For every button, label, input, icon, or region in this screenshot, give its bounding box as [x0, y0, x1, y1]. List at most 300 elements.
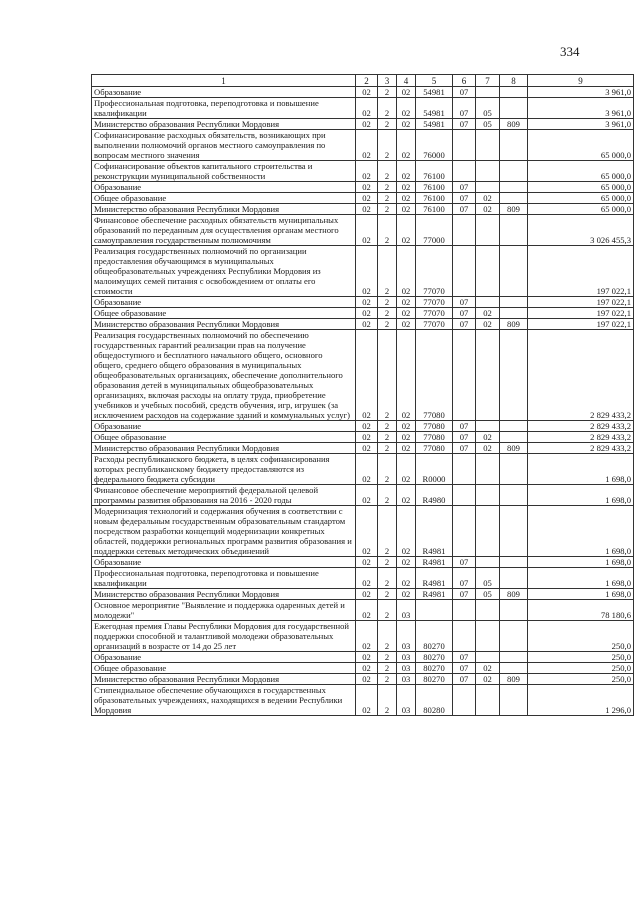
subsection-code-cell: 05: [476, 98, 500, 119]
section-code-cell: [453, 161, 476, 182]
table-row: [92, 246, 634, 297]
section-code-cell: 07: [453, 98, 476, 119]
amount-cell: 197 022,1: [528, 246, 634, 297]
subprogram-code-cell: 2: [378, 557, 397, 568]
program-code-cell: 02: [356, 215, 378, 246]
row-name-cell: Ежегодная премия Главы Республики Мордовия для государственной поддержки способной и талантливой молодежи образовательных организаций в возрасте от 14 до 25 лет: [92, 621, 356, 652]
table-row: [92, 485, 634, 506]
section-code-cell: 07: [453, 674, 476, 685]
subprogram-code-cell: 2: [378, 319, 397, 330]
program-code-cell: 02: [356, 432, 378, 443]
event-code-cell: 02: [397, 308, 416, 319]
row-name-cell: Образование: [92, 557, 356, 568]
ministry-code-cell: [500, 432, 528, 443]
direction-code-cell: 77080: [416, 421, 453, 432]
table-row: [92, 674, 634, 685]
row-name-cell: Министерство образования Республики Мордовия: [92, 119, 356, 130]
table-row: [92, 432, 634, 443]
program-code-cell: 02: [356, 308, 378, 319]
column-header: 7: [476, 75, 500, 87]
program-code-cell: 02: [356, 319, 378, 330]
subsection-code-cell: 05: [476, 119, 500, 130]
direction-code-cell: 80270: [416, 663, 453, 674]
ministry-code-cell: [500, 98, 528, 119]
event-code-cell: 02: [397, 215, 416, 246]
ministry-code-cell: 809: [500, 674, 528, 685]
program-code-cell: 02: [356, 485, 378, 506]
table-row: [92, 685, 634, 716]
table-row: [92, 621, 634, 652]
amount-cell: 2 829 433,2: [528, 421, 634, 432]
subsection-code-cell: [476, 330, 500, 421]
subsection-code-cell: [476, 87, 500, 98]
table-row: [92, 182, 634, 193]
row-name-cell: Образование: [92, 421, 356, 432]
column-header: 4: [397, 75, 416, 87]
event-code-cell: 02: [397, 443, 416, 454]
ministry-code-cell: [500, 621, 528, 652]
subprogram-code-cell: 2: [378, 119, 397, 130]
event-code-cell: 02: [397, 87, 416, 98]
ministry-code-cell: [500, 485, 528, 506]
direction-code-cell: R4981: [416, 506, 453, 557]
event-code-cell: 02: [397, 421, 416, 432]
event-code-cell: 02: [397, 506, 416, 557]
section-code-cell: [453, 600, 476, 621]
event-code-cell: 03: [397, 621, 416, 652]
header-row: [92, 75, 634, 87]
amount-cell: 65 000,0: [528, 161, 634, 182]
table-row: [92, 204, 634, 215]
ministry-code-cell: [500, 663, 528, 674]
table-row: [92, 506, 634, 557]
subprogram-code-cell: 2: [378, 182, 397, 193]
program-code-cell: 02: [356, 119, 378, 130]
subsection-code-cell: 02: [476, 674, 500, 685]
section-code-cell: 07: [453, 87, 476, 98]
subprogram-code-cell: 2: [378, 98, 397, 119]
section-code-cell: 07: [453, 663, 476, 674]
table-row: [92, 557, 634, 568]
ministry-code-cell: 809: [500, 319, 528, 330]
ministry-code-cell: [500, 246, 528, 297]
section-code-cell: [453, 621, 476, 652]
event-code-cell: 02: [397, 119, 416, 130]
subprogram-code-cell: 2: [378, 297, 397, 308]
direction-code-cell: R4980: [416, 485, 453, 506]
section-code-cell: 07: [453, 568, 476, 589]
event-code-cell: 02: [397, 568, 416, 589]
amount-cell: 197 022,1: [528, 319, 634, 330]
subprogram-code-cell: 2: [378, 308, 397, 319]
program-code-cell: 02: [356, 204, 378, 215]
subsection-code-cell: [476, 621, 500, 652]
section-code-cell: 07: [453, 319, 476, 330]
ministry-code-cell: [500, 557, 528, 568]
column-header: 8: [500, 75, 528, 87]
ministry-code-cell: [500, 87, 528, 98]
table-row: [92, 308, 634, 319]
section-code-cell: [453, 454, 476, 485]
event-code-cell: 02: [397, 182, 416, 193]
ministry-code-cell: [500, 215, 528, 246]
subsection-code-cell: 05: [476, 568, 500, 589]
section-code-cell: 07: [453, 652, 476, 663]
row-name-cell: Министерство образования Республики Мордовия: [92, 204, 356, 215]
section-code-cell: [453, 130, 476, 161]
section-code-cell: 07: [453, 432, 476, 443]
row-name-cell: Образование: [92, 652, 356, 663]
amount-cell: 1 698,0: [528, 454, 634, 485]
section-code-cell: 07: [453, 443, 476, 454]
amount-cell: 197 022,1: [528, 297, 634, 308]
subsection-code-cell: [476, 421, 500, 432]
direction-code-cell: 80270: [416, 621, 453, 652]
amount-cell: 3 026 455,3: [528, 215, 634, 246]
row-name-cell: Общее образование: [92, 663, 356, 674]
column-header: 2: [356, 75, 378, 87]
subprogram-code-cell: 2: [378, 621, 397, 652]
row-name-cell: Министерство образования Республики Мордовия: [92, 589, 356, 600]
ministry-code-cell: 809: [500, 589, 528, 600]
direction-code-cell: R4981: [416, 589, 453, 600]
ministry-code-cell: 809: [500, 119, 528, 130]
direction-code-cell: R4981: [416, 568, 453, 589]
subprogram-code-cell: 2: [378, 330, 397, 421]
subsection-code-cell: [476, 454, 500, 485]
program-code-cell: 02: [356, 98, 378, 119]
amount-cell: 1 698,0: [528, 589, 634, 600]
subsection-code-cell: 02: [476, 663, 500, 674]
event-code-cell: 02: [397, 98, 416, 119]
amount-cell: 250,0: [528, 674, 634, 685]
ministry-code-cell: [500, 454, 528, 485]
row-name-cell: Общее образование: [92, 432, 356, 443]
table-row: [92, 652, 634, 663]
table-row: [92, 589, 634, 600]
program-code-cell: 02: [356, 674, 378, 685]
program-code-cell: 02: [356, 130, 378, 161]
amount-cell: 197 022,1: [528, 308, 634, 319]
row-name-cell: Образование: [92, 182, 356, 193]
subsection-code-cell: 02: [476, 443, 500, 454]
subsection-code-cell: 02: [476, 308, 500, 319]
ministry-code-cell: 809: [500, 443, 528, 454]
event-code-cell: 02: [397, 454, 416, 485]
direction-code-cell: 77070: [416, 297, 453, 308]
column-header: 1: [92, 75, 356, 87]
subprogram-code-cell: 2: [378, 246, 397, 297]
subsection-code-cell: [476, 557, 500, 568]
event-code-cell: 03: [397, 663, 416, 674]
amount-cell: 3 961,0: [528, 119, 634, 130]
table-row: [92, 568, 634, 589]
direction-code-cell: 76100: [416, 204, 453, 215]
program-code-cell: 02: [356, 421, 378, 432]
table-row: [92, 421, 634, 432]
row-name-cell: Софинансирование объектов капитального строительства и реконструкции муниципальной собственности: [92, 161, 356, 182]
program-code-cell: 02: [356, 589, 378, 600]
ministry-code-cell: [500, 421, 528, 432]
section-code-cell: 07: [453, 297, 476, 308]
amount-cell: 250,0: [528, 663, 634, 674]
table-row: [92, 98, 634, 119]
program-code-cell: 02: [356, 443, 378, 454]
subsection-code-cell: [476, 485, 500, 506]
table-row: [92, 600, 634, 621]
section-code-cell: 07: [453, 182, 476, 193]
event-code-cell: 02: [397, 193, 416, 204]
ministry-code-cell: [500, 506, 528, 557]
subsection-code-cell: [476, 215, 500, 246]
amount-cell: 250,0: [528, 621, 634, 652]
table-row: [92, 297, 634, 308]
program-code-cell: 02: [356, 246, 378, 297]
row-name-cell: Модернизация технологий и содержания обучения в соответствии с новым федеральным государственным образовательным стандартом посредством разработки концепций модернизации конкретных областей, поддержки региональных программ развития образования и поддержки сетевых методических объединений: [92, 506, 356, 557]
direction-code-cell: 76100: [416, 161, 453, 182]
amount-cell: 2 829 433,2: [528, 443, 634, 454]
amount-cell: 2 829 433,2: [528, 330, 634, 421]
subprogram-code-cell: 2: [378, 454, 397, 485]
section-code-cell: [453, 246, 476, 297]
direction-code-cell: 76100: [416, 182, 453, 193]
subsection-code-cell: 02: [476, 204, 500, 215]
row-name-cell: Финансовое обеспечение расходных обязательств муниципальных образований по переданным для осуществления органам местного самоуправления государственным полномочиям: [92, 215, 356, 246]
ministry-code-cell: [500, 600, 528, 621]
row-name-cell: Профессиональная подготовка, переподготовка и повышение квалификации: [92, 568, 356, 589]
row-name-cell: Общее образование: [92, 308, 356, 319]
direction-code-cell: 80270: [416, 674, 453, 685]
subprogram-code-cell: 2: [378, 421, 397, 432]
row-name-cell: Финансовое обеспечение мероприятий федеральной целевой программы развития образования на 2016 - 2020 годы: [92, 485, 356, 506]
program-code-cell: 02: [356, 568, 378, 589]
program-code-cell: 02: [356, 161, 378, 182]
amount-cell: 65 000,0: [528, 204, 634, 215]
direction-code-cell: 77070: [416, 308, 453, 319]
ministry-code-cell: [500, 652, 528, 663]
subprogram-code-cell: 2: [378, 161, 397, 182]
program-code-cell: 02: [356, 600, 378, 621]
budget-table: [91, 74, 634, 716]
ministry-code-cell: [500, 568, 528, 589]
subsection-code-cell: [476, 506, 500, 557]
event-code-cell: 03: [397, 652, 416, 663]
table-row: [92, 330, 634, 421]
row-name-cell: Стипендиальное обеспечение обучающихся в государственных образовательных учреждениях, находящихся в ведении Республики Мордовия: [92, 685, 356, 716]
event-code-cell: 02: [397, 432, 416, 443]
row-name-cell: Расходы республиканского бюджета, в целях софинансирования которых республиканскому бюджету предоставляются из федерального бюджета субсидии: [92, 454, 356, 485]
subprogram-code-cell: 2: [378, 87, 397, 98]
subsection-code-cell: 02: [476, 319, 500, 330]
amount-cell: 78 180,6: [528, 600, 634, 621]
subprogram-code-cell: 2: [378, 432, 397, 443]
row-name-cell: Основное мероприятие "Выявление и поддержка одаренных детей и молодежи": [92, 600, 356, 621]
amount-cell: 1 698,0: [528, 568, 634, 589]
program-code-cell: 02: [356, 557, 378, 568]
section-code-cell: [453, 330, 476, 421]
subprogram-code-cell: 2: [378, 204, 397, 215]
subsection-code-cell: [476, 130, 500, 161]
amount-cell: 250,0: [528, 652, 634, 663]
direction-code-cell: [416, 600, 453, 621]
ministry-code-cell: [500, 130, 528, 161]
row-name-cell: Профессиональная подготовка, переподготовка и повышение квалификации: [92, 98, 356, 119]
amount-cell: 1 698,0: [528, 506, 634, 557]
row-name-cell: Образование: [92, 87, 356, 98]
program-code-cell: 02: [356, 652, 378, 663]
subprogram-code-cell: 2: [378, 674, 397, 685]
subsection-code-cell: 02: [476, 193, 500, 204]
section-code-cell: 07: [453, 421, 476, 432]
direction-code-cell: 76000: [416, 130, 453, 161]
subsection-code-cell: [476, 685, 500, 716]
table-body: [92, 87, 634, 716]
ministry-code-cell: [500, 685, 528, 716]
event-code-cell: 02: [397, 161, 416, 182]
ministry-code-cell: [500, 330, 528, 421]
row-name-cell: Образование: [92, 297, 356, 308]
section-code-cell: [453, 506, 476, 557]
program-code-cell: 02: [356, 685, 378, 716]
program-code-cell: 02: [356, 182, 378, 193]
event-code-cell: 02: [397, 246, 416, 297]
program-code-cell: 02: [356, 193, 378, 204]
program-code-cell: 02: [356, 663, 378, 674]
subprogram-code-cell: 2: [378, 652, 397, 663]
ministry-code-cell: [500, 308, 528, 319]
column-header: 6: [453, 75, 476, 87]
amount-cell: 1 698,0: [528, 485, 634, 506]
row-name-cell: Министерство образования Республики Мордовия: [92, 674, 356, 685]
program-code-cell: 02: [356, 330, 378, 421]
ministry-code-cell: 809: [500, 204, 528, 215]
section-code-cell: 07: [453, 204, 476, 215]
row-name-cell: Министерство образования Республики Мордовия: [92, 319, 356, 330]
subprogram-code-cell: 2: [378, 193, 397, 204]
section-code-cell: 07: [453, 119, 476, 130]
program-code-cell: 02: [356, 297, 378, 308]
direction-code-cell: 77000: [416, 215, 453, 246]
subprogram-code-cell: 2: [378, 568, 397, 589]
subsection-code-cell: [476, 652, 500, 663]
program-code-cell: 02: [356, 506, 378, 557]
event-code-cell: 02: [397, 485, 416, 506]
direction-code-cell: 77080: [416, 432, 453, 443]
table-row: [92, 193, 634, 204]
column-header: 3: [378, 75, 397, 87]
subprogram-code-cell: 2: [378, 600, 397, 621]
event-code-cell: 02: [397, 297, 416, 308]
subsection-code-cell: [476, 246, 500, 297]
event-code-cell: 03: [397, 685, 416, 716]
event-code-cell: 02: [397, 130, 416, 161]
direction-code-cell: 76100: [416, 193, 453, 204]
section-code-cell: 07: [453, 557, 476, 568]
section-code-cell: 07: [453, 308, 476, 319]
event-code-cell: 03: [397, 674, 416, 685]
amount-cell: 65 000,0: [528, 130, 634, 161]
section-code-cell: [453, 215, 476, 246]
event-code-cell: 02: [397, 557, 416, 568]
row-name-cell: Реализация государственных полномочий по обеспечению государственных гарантий реализации прав на получение общедоступного и бесплатного начального общего, основного общего, среднего общего образования в муниципальных общеобразовательных организациях, обеспечение дополнительного образования детей в муниципальных общеобразовательных организациях, включая расходы на оплату труда, приобретение учебников и учебных пособий, средств обучения, игр, игрушек (за исключением расходов на содержание зданий и коммунальных услуг): [92, 330, 356, 421]
row-name-cell: Реализация государственных полномочий по организации предоставления обучающимся в муниципальных общеобразовательных учреждениях Республики Мордовия из малоимущих семей питания с освобождением от оплаты его стоимости: [92, 246, 356, 297]
amount-cell: 65 000,0: [528, 193, 634, 204]
direction-code-cell: 54981: [416, 98, 453, 119]
table-row: [92, 454, 634, 485]
amount-cell: 1 698,0: [528, 557, 634, 568]
section-code-cell: [453, 685, 476, 716]
amount-cell: 65 000,0: [528, 182, 634, 193]
subsection-code-cell: [476, 182, 500, 193]
direction-code-cell: 54981: [416, 119, 453, 130]
ministry-code-cell: [500, 161, 528, 182]
section-code-cell: [453, 485, 476, 506]
table-row: [92, 443, 634, 454]
program-code-cell: 02: [356, 454, 378, 485]
subprogram-code-cell: 2: [378, 663, 397, 674]
subprogram-code-cell: 2: [378, 443, 397, 454]
table-row: [92, 161, 634, 182]
ministry-code-cell: [500, 182, 528, 193]
subprogram-code-cell: 2: [378, 485, 397, 506]
table-row: [92, 87, 634, 98]
event-code-cell: 02: [397, 204, 416, 215]
direction-code-cell: 54981: [416, 87, 453, 98]
amount-cell: 2 829 433,2: [528, 432, 634, 443]
subprogram-code-cell: 2: [378, 685, 397, 716]
direction-code-cell: R4981: [416, 557, 453, 568]
page-number: 334: [560, 44, 580, 59]
direction-code-cell: 77080: [416, 443, 453, 454]
column-header: 5: [416, 75, 453, 87]
row-name-cell: Общее образование: [92, 193, 356, 204]
amount-cell: 3 961,0: [528, 98, 634, 119]
column-header: 9: [528, 75, 634, 87]
program-code-cell: 02: [356, 87, 378, 98]
section-code-cell: 07: [453, 193, 476, 204]
table-row: [92, 119, 634, 130]
subsection-code-cell: [476, 161, 500, 182]
ministry-code-cell: [500, 297, 528, 308]
subprogram-code-cell: 2: [378, 589, 397, 600]
section-code-cell: 07: [453, 589, 476, 600]
amount-cell: 1 296,0: [528, 685, 634, 716]
table-row: [92, 663, 634, 674]
amount-cell: 3 961,0: [528, 87, 634, 98]
direction-code-cell: 77070: [416, 246, 453, 297]
subsection-code-cell: [476, 297, 500, 308]
subprogram-code-cell: 2: [378, 130, 397, 161]
ministry-code-cell: [500, 193, 528, 204]
direction-code-cell: R0000: [416, 454, 453, 485]
table-row: [92, 215, 634, 246]
table-row: [92, 319, 634, 330]
program-code-cell: 02: [356, 621, 378, 652]
direction-code-cell: 80280: [416, 685, 453, 716]
direction-code-cell: 80270: [416, 652, 453, 663]
event-code-cell: 02: [397, 589, 416, 600]
table-row: [92, 130, 634, 161]
event-code-cell: 02: [397, 319, 416, 330]
event-code-cell: 02: [397, 330, 416, 421]
direction-code-cell: 77070: [416, 319, 453, 330]
subsection-code-cell: 05: [476, 589, 500, 600]
subprogram-code-cell: 2: [378, 506, 397, 557]
event-code-cell: 03: [397, 600, 416, 621]
subsection-code-cell: 02: [476, 432, 500, 443]
direction-code-cell: 77080: [416, 330, 453, 421]
subsection-code-cell: [476, 600, 500, 621]
